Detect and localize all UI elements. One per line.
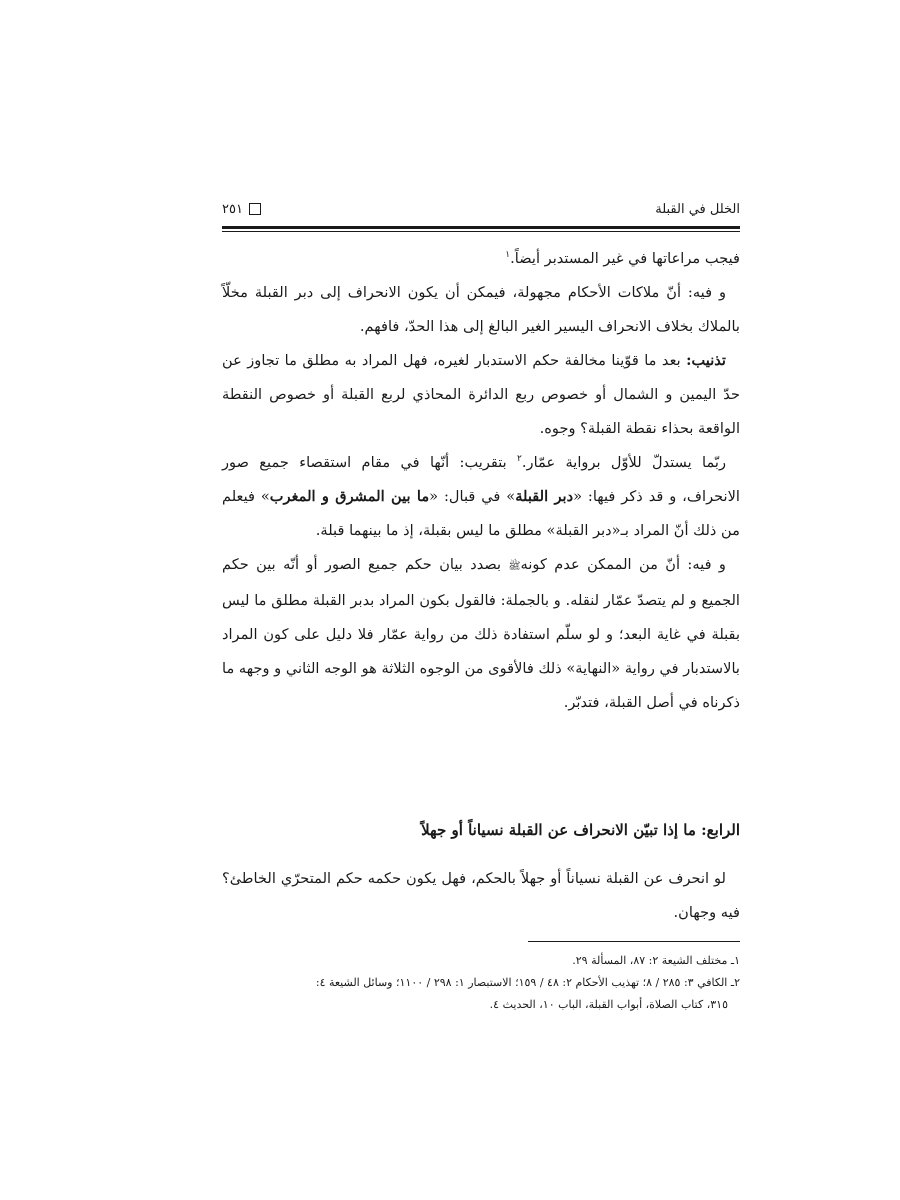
paragraph-3: تذنيب: بعد ما قوّينا مخالفة حكم الاستدبار لغيره، فهل المراد به مطلق ما تجاوز عن حدّ اليمين و الشمال أو خصوص ربع الدائرة المحاذي لربع القبلة أو خصوص النقطة الواقعة بحذاء نقطة القبلة؟ وجوه. — [222, 352, 740, 437]
salawat-glyph: ﷺ — [508, 561, 521, 572]
footnote-ref-1[interactable]: ١ — [505, 250, 511, 261]
footnotes — [222, 950, 740, 1016]
page-number-group — [222, 202, 261, 217]
section-heading: الرابع: ما إذا تبيّن الانحراف عن القبلة نسياناً أو جهلاً — [421, 821, 740, 839]
square-bullet-icon — [249, 203, 261, 215]
paragraph-2: و فيه: أنّ ملاكات الأحكام مجهولة، فيمكن أن يكون الانحراف إلى دبر القبلة مخلّاً بالملاك بخلاف الانحراف اليسير الغير البالغ إلى هذا الحدّ، فافهم. — [222, 284, 740, 335]
section-text — [222, 862, 740, 930]
header-rule-thick — [222, 226, 740, 229]
footnote-separator — [528, 941, 740, 942]
footnote-2-continued: ٣١٥، كتاب الصلاة، أبواب القبلة، الباب ١٠، الحديث ٤. — [489, 998, 728, 1011]
paragraph-6: لو انحرف عن القبلة نسياناً أو جهلاً بالحكم، فهل يكون حكمه حكم المتحرّي الخاطئ؟ فيه وجهان. — [222, 870, 740, 921]
running-header — [222, 198, 740, 220]
running-title: الخلل في القبلة — [655, 201, 740, 217]
paragraph-5: و فيه: أنّ من الممكن عدم كونهﷺ بصدد بيان حكم جميع الصور أو أنّه بين حكم الجميع و لم يتصدّ عمّار لنقله. و بالجملة: فالقول بكون المراد بدبر القبلة مطلق ما ليس بقبلة في غاية البعد؛ و لو سلّم استفادة ذلك من رواية عمّار فلا دليل على كون المراد بالاستدبار في رواية «النهاية» ذلك فالأقوى من الوجوه الثلاثة هو الوجه الثاني و وجهه ما ذكرناه في أصل القبلة، فتدبّر. — [222, 556, 740, 711]
main-text — [222, 242, 740, 720]
footnote-1: ١ـ مختلف الشيعة ٢: ٨٧، المسألة ٢٩. — [572, 954, 740, 967]
quote-dubur-al-qibla: دبر القبلة — [515, 488, 574, 505]
footnote-ref-2[interactable]: ٢ — [517, 454, 522, 465]
paragraph-1: فيجب مراعاتها في غير المستدبر أيضاً.$^١$ — [505, 250, 740, 267]
header-rule-thin — [222, 231, 740, 232]
footnote-2: ٢ـ الكافي ٣: ٢٨٥ / ٨؛ تهذيب الأحكام ٢: ٤٨ / ١٥٩؛ الاستبصار ١: ٢٩٨ / ١١٠٠؛ وسائل الشيعة ٤: — [315, 976, 740, 989]
paragraph-4: ربّما يستدلّ للأوّل برواية عمّار.$^٢$ بتقريب: أنّها في مقام استقصاء جميع صور الانحراف، و قد ذكر فيها: «دبر القبلة» في قبال: «ما بين المشرق و المغرب» فيعلم من ذلك أنّ المراد بـ«دبر القبلة» مطلق ما ليس بقبلة، إذ ما بينهما قبلة. — [222, 454, 740, 539]
tadhnib-label: تذنيب: — [686, 352, 726, 369]
page-number: ٢٥١ — [222, 201, 243, 217]
quote-mashriq-maghrib: ما بين المشرق و المغرب — [269, 488, 430, 505]
